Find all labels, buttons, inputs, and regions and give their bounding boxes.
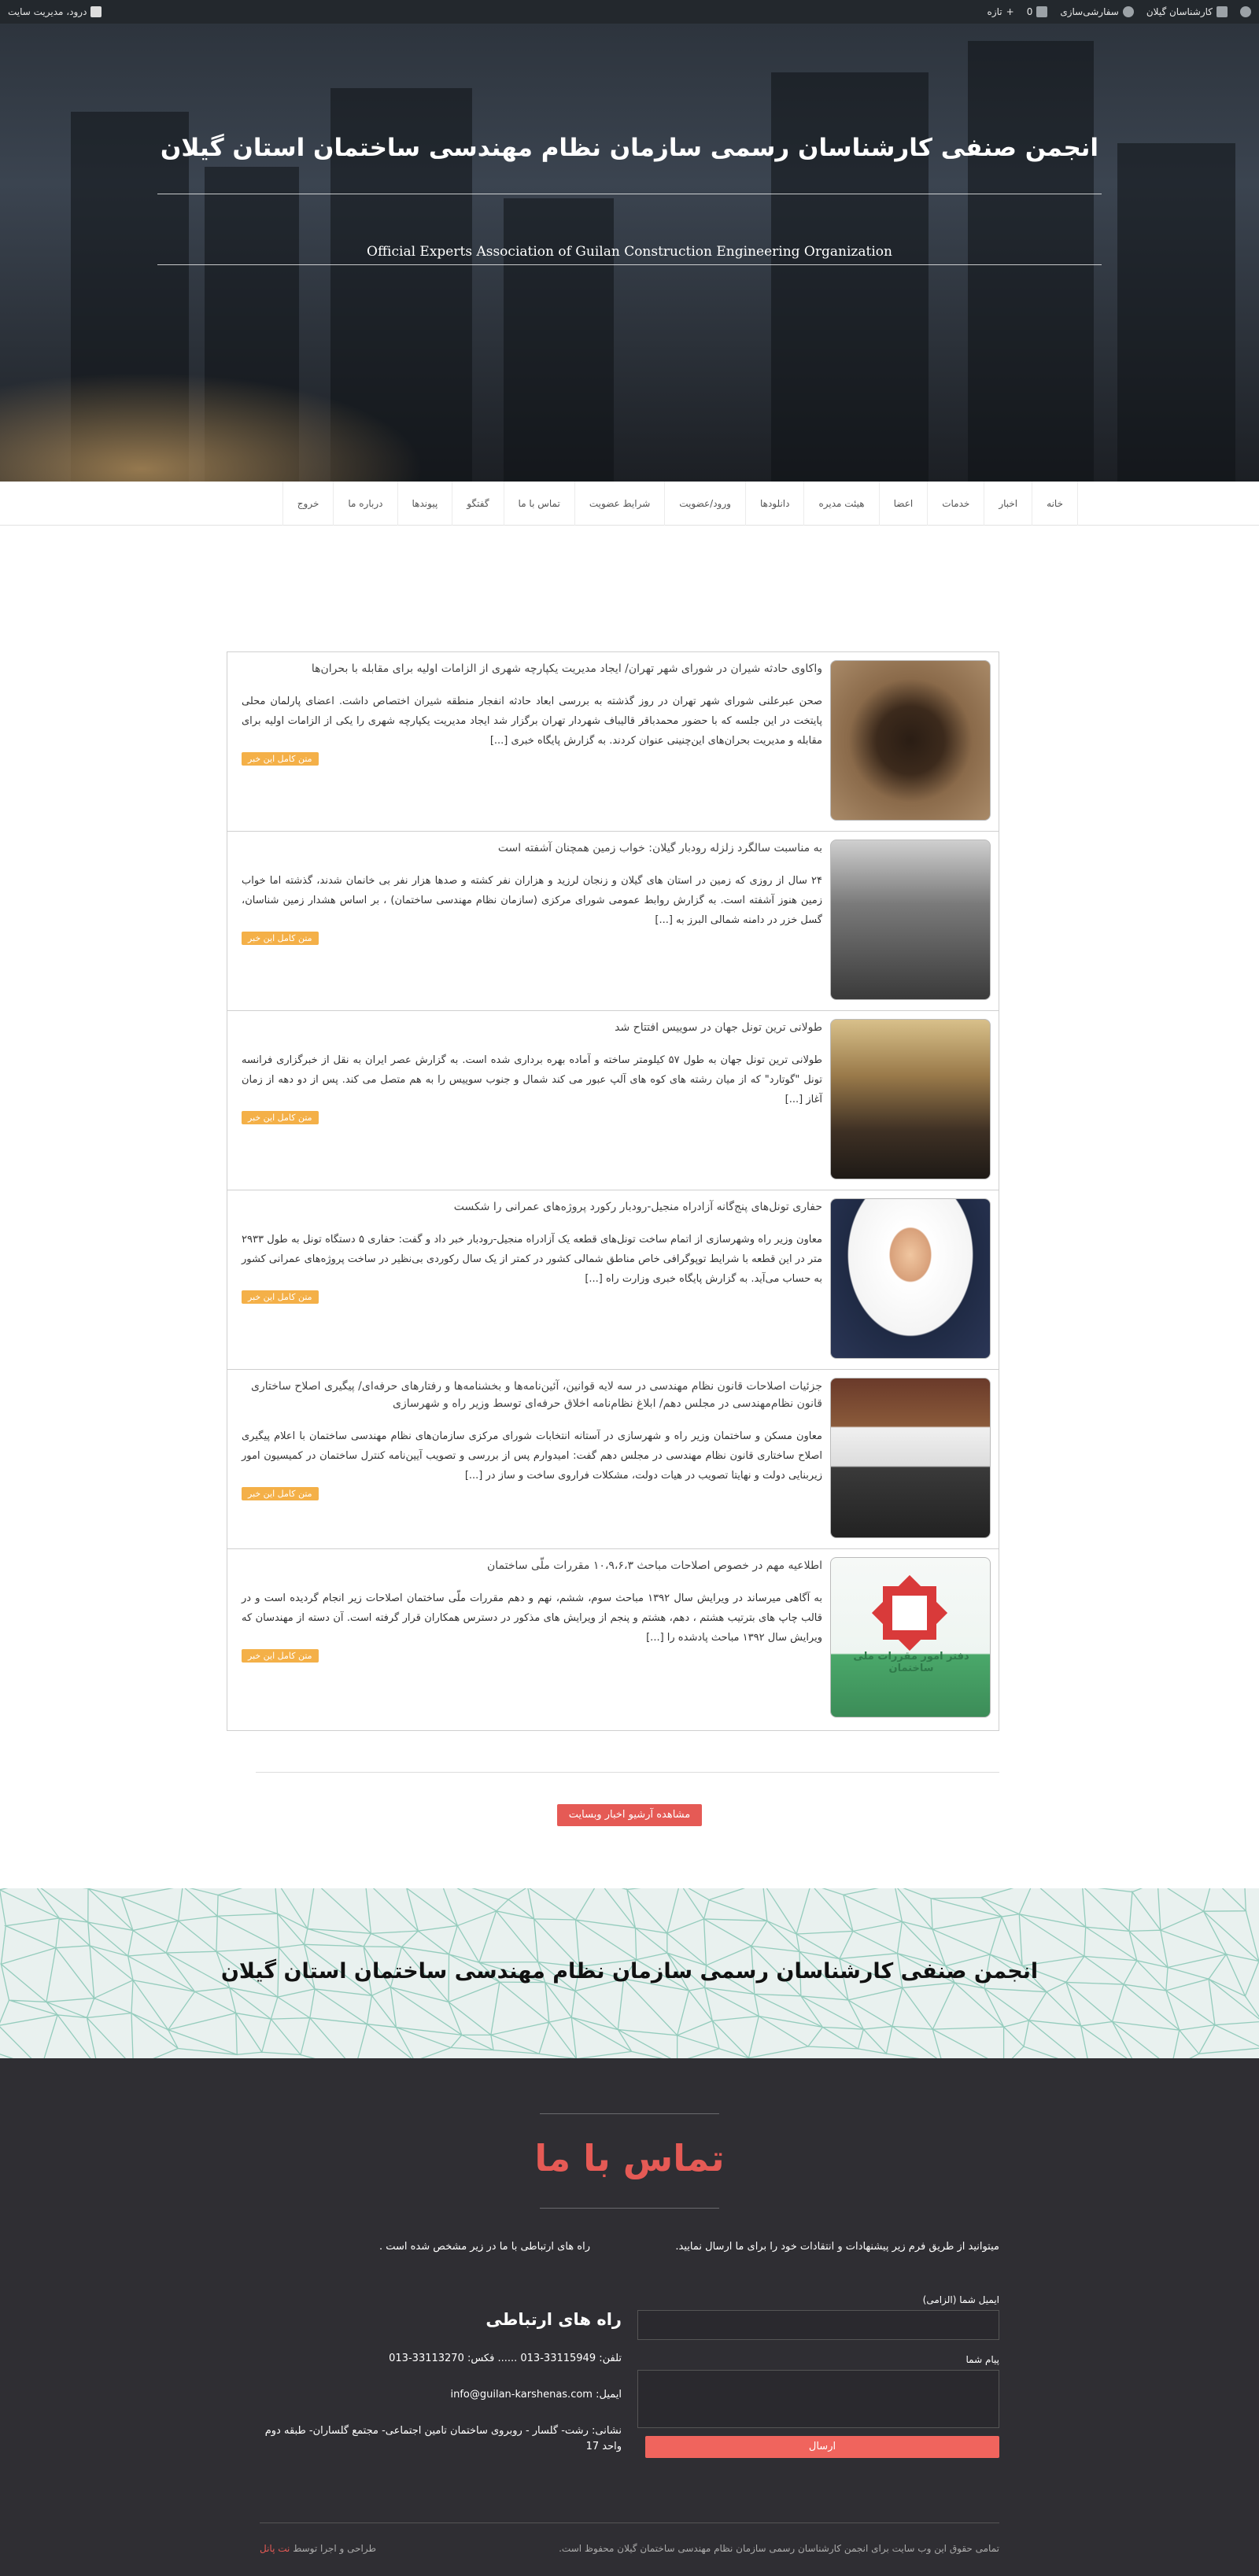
customize-link[interactable] — [1060, 6, 1134, 17]
logo-caption: دفتر امور مقررات ملی ساختمان — [853, 1651, 969, 1674]
news-content — [242, 1019, 822, 1124]
avatar — [90, 6, 102, 17]
comments-link[interactable] — [1027, 6, 1048, 17]
news-content — [242, 1557, 822, 1663]
credit-link[interactable]: نت پانل — [260, 2543, 290, 2554]
nav-item[interactable]: ورود/عضویت — [664, 482, 745, 526]
customize-label: سفارشی‌سازی — [1060, 6, 1119, 17]
read-more-button[interactable]: متن کامل این خبر — [242, 1290, 319, 1304]
news-title[interactable]: حفاری تونل‌های پنج‌گانه آزادراه منجیل-رودبار رکورد پروژه‌های عمرانی را شکست — [453, 1201, 822, 1213]
hero-header — [0, 24, 1259, 482]
comment-icon — [1036, 6, 1047, 17]
regulations-logo — [830, 1558, 990, 1718]
band-title: انجمن صنفی کارشناسان رسمی سازمان نظام مهندسی ساختمان استان گیلان — [220, 1959, 1039, 1984]
account-label: درود، مدیریت سایت — [8, 6, 87, 17]
news-item — [227, 1370, 999, 1549]
copyright-text: تمامی حقوق این وب سایت برای انجمن کارشناسان رسمی سازمان نظام مهندسی ساختمان گیلان محفوظ است. — [559, 2543, 999, 2554]
new-label: تازه — [987, 6, 1002, 17]
read-more-button[interactable]: متن کامل این خبر — [242, 1487, 319, 1500]
news-excerpt: صحن عبرعلنی شورای شهر تهران در روز گذشته به بررسی ابعاد حادثه انفجار منطقه شیران اختصاص داشت. اعضای پارلمان محلی پایتخت در این جلسه که با حضور محمدباقر قالیباف شهردار تهران برگزار شد ایجاد مدیریت یکپارچه شهری را یکی از الزامات اولیه برای مقابله و مدیریت بحران‌های این‌چنینی عنوان کردند. به گزارش پایگاه خبری [...] — [242, 696, 822, 747]
nav-item[interactable]: پیوندها — [397, 482, 452, 526]
news-excerpt: طولانی ترین تونل جهان به طول ۵۷ کیلومتر ساخته و آماده بهره برداری شده است. به گزارش عصر ایران به نقل از خبرگزاری فرانسه تونل "گوتارد" که از میان رشته های کوه های آلپ عبور می کند شمال و جنوب سوییس را به هم متصل می کند. پس از دو دهه از زمان آغاز [...] — [242, 1054, 822, 1105]
read-more-button[interactable]: متن کامل این خبر — [242, 1111, 319, 1124]
news-thumbnail[interactable] — [830, 1378, 991, 1538]
nav-item[interactable]: خدمات — [927, 482, 984, 526]
news-thumbnail[interactable] — [830, 840, 991, 1000]
wordpress-icon — [1240, 6, 1251, 17]
nav-item[interactable]: هیئت مدیره — [803, 482, 878, 526]
news-item — [227, 1190, 999, 1370]
divider — [256, 1772, 999, 1773]
news-item — [227, 652, 999, 832]
address-text: نشانی: رشت- گلسار - روبروی ساختمان تامین اجتماعی- مجتمع گلساران- طبقه دوم واحد 17 — [264, 2425, 622, 2452]
send-button[interactable]: ارسال — [645, 2436, 999, 2458]
divider — [540, 2113, 719, 2114]
news-excerpt: معاون وزیر راه وشهرسازی از اتمام ساخت تونل‌های قطعه یک آزادراه منجیل-رودبار خبر داد و گفت: حفاری ۵ دستگاه تونل به طول ۲۹۳۳ متر در این قطعه با شرایط توپوگرافی خاص مناطق شمالی کشور در کمتر از یک سال رکوردی بی‌نظیر در ساخت پروژه‌های عمرانی کشور به حساب می‌آید. به گزارش پایگاه خبری وزارت راه [...] — [242, 1234, 822, 1285]
contact-info-heading: راه های ارتباطی — [486, 2310, 622, 2329]
building-decoration — [1117, 143, 1235, 482]
wp-logo-menu[interactable] — [1240, 6, 1251, 17]
contact-title: تماس با ما — [534, 2137, 725, 2179]
site-name-label: کارشناسان گیلان — [1146, 6, 1213, 17]
pattern-band — [0, 1888, 1259, 2058]
building-decoration — [504, 198, 614, 482]
nav-item[interactable]: شرایط عضویت — [574, 482, 664, 526]
news-content — [242, 1198, 822, 1304]
email-text: ایمیل: info@guilan-karshenas.com — [450, 2389, 622, 2401]
new-content-link[interactable] — [988, 6, 1014, 17]
credit-text — [260, 2543, 376, 2554]
nav-item[interactable]: گفتگو — [452, 482, 503, 526]
site-name-link[interactable] — [1146, 6, 1228, 17]
news-title[interactable]: طولانی ترین تونل جهان در سوییس افتتاح شد — [615, 1021, 822, 1034]
news-thumbnail[interactable] — [830, 1198, 991, 1359]
phone-text: تلفن: 33115949-013 ...... فکس: 33113270-013 — [389, 2353, 622, 2364]
read-more-button[interactable]: متن کامل این خبر — [242, 752, 319, 766]
news-title[interactable]: به مناسبت سالگرد زلزله رودبار گیلان: خواب زمین همچنان آشفته است — [497, 842, 822, 854]
divider — [260, 2522, 999, 2523]
news-title[interactable]: جزئیات اصلاحات قانون نظام مهندسی در سه لایه قوانین، آئین‌نامه‌ها و بخشنامه‌ها و رفتارهای حرفه‌ای/ پیگیری اصلاح ساختاری قانون نظام‌مهندسی در مجلس دهم/ ابلاغ نظام‌نامه اخلاق حرفه‌ای توسط وزیر راه و شهرسازی — [251, 1380, 822, 1410]
nav-item[interactable]: خروج — [282, 482, 334, 526]
building-decoration — [968, 41, 1094, 482]
email-label: ایمیل شما (الزامی) — [922, 2294, 999, 2305]
account-menu[interactable] — [8, 6, 102, 17]
divider — [157, 264, 1102, 265]
news-content — [242, 1378, 822, 1500]
news-excerpt: ۲۴ سال از روزی که زمین در استان های گیلان و زنجان لرزید و هزاران نفر کشته و صدها هزار نفر بی خانمان شدند، گذشته اما خواب زمین هنوز آشفته است. به گزارش روابط عمومی شورای مرکزی (سازمان نظام مهندسی ساختمان) ، بر اساس هشدار زمین شناسان، گسل خزر در دامنه شمالی البرز به [...] — [242, 875, 822, 926]
message-field[interactable] — [637, 2370, 999, 2428]
news-thumbnail[interactable] — [830, 660, 991, 821]
news-thumbnail[interactable] — [830, 1019, 991, 1179]
read-more-button[interactable]: متن کامل این خبر — [242, 932, 319, 945]
archive-button[interactable]: مشاهده آرشیو اخبار وبسایت — [557, 1804, 702, 1826]
news-item — [227, 1011, 999, 1190]
contact-section — [0, 2058, 1259, 2576]
news-list — [227, 651, 999, 1731]
nav-item[interactable]: دانلودها — [745, 482, 804, 526]
contact-form-intro: میتوانید از طریق فرم زیر پیشنهادات و انتقادات خود را برای ما ارسال نمایید. — [675, 2241, 999, 2253]
nav-item[interactable]: تماس با ما — [504, 482, 574, 526]
nav-item[interactable]: اعضا — [879, 482, 928, 526]
brush-icon — [1123, 6, 1134, 17]
main-nav — [0, 482, 1259, 526]
news-content — [242, 660, 822, 766]
news-item — [227, 832, 999, 1011]
site-title: انجمن صنفی کارشناسان رسمی سازمان نظام مهندسی ساختمان استان گیلان — [160, 134, 1099, 162]
comments-count: 0 — [1026, 6, 1033, 17]
site-subtitle: Official Experts Association of Guilan Construction Engineering Organization — [367, 244, 892, 260]
nav-item[interactable]: درباره ما — [333, 482, 397, 526]
news-item — [227, 1549, 999, 1730]
email-field[interactable] — [637, 2310, 999, 2340]
news-content — [242, 840, 822, 945]
plus-icon: + — [1006, 6, 1014, 17]
news-excerpt: معاون مسکن و ساختمان وزیر راه و شهرسازی در آستانه انتخابات شورای مرکزی سازمان‌های نظام مهندسی ساختمان با اعلام پیگیری اصلاح ساختاری قانون نظام مهندسی در مجلس دهم گفت: امیدوارم پس از بررسی و تصویب آیین‌نامه کنترل ساختمان در کمیسیون امور زیربنایی دولت و نهایتا تصویب در هیات دولت، مشکلات فراروی ساخت و ساز در [...] — [242, 1430, 822, 1482]
message-label: پیام شما — [965, 2354, 999, 2365]
nav-item[interactable]: خانه — [1032, 482, 1078, 526]
news-thumbnail[interactable] — [830, 1557, 991, 1718]
admin-bar — [0, 0, 1259, 24]
sun-glow — [0, 356, 472, 482]
news-excerpt: به آگاهی میرساند در ویرایش سال ۱۳۹۲ مباحث سوم، ششم، نهم و دهم مقررات ملّی ساختمان اصلاحات زیر انجام گردیده است و در قالب چاپ های بترتیب هشتم ، دهم، هشتم و پنجم از ویرایش های مذکور در دسترس همکاران قرار گرفته است. آن دسته از مهندسان که ویرایش سال ۱۳۹۲ مباحث پادشده را [...] — [242, 1592, 822, 1644]
home-icon — [1217, 6, 1228, 17]
read-more-button[interactable]: متن کامل این خبر — [242, 1649, 319, 1663]
news-title[interactable]: اطلاعیه مهم در خصوص اصلاحات مباحث ۱۰،۹،۶،۳ مقررات ملّی ساختمان — [487, 1559, 822, 1572]
divider — [540, 2208, 719, 2209]
contact-info — [252, 2310, 622, 2475]
news-title[interactable]: واکاوی حادثه شیران در شورای شهر تهران/ ایجاد مدیریت یکپارچه شهری از الزامات اولیه برای مقابله با بحران‌ها — [311, 662, 822, 675]
credit-prefix: طراحی و اجرا توسط — [293, 2543, 377, 2554]
contact-info-intro: راه های ارتباطی با ما در زیر مشخص شده است . — [378, 2241, 590, 2253]
nav-item[interactable]: اخبار — [984, 482, 1032, 526]
